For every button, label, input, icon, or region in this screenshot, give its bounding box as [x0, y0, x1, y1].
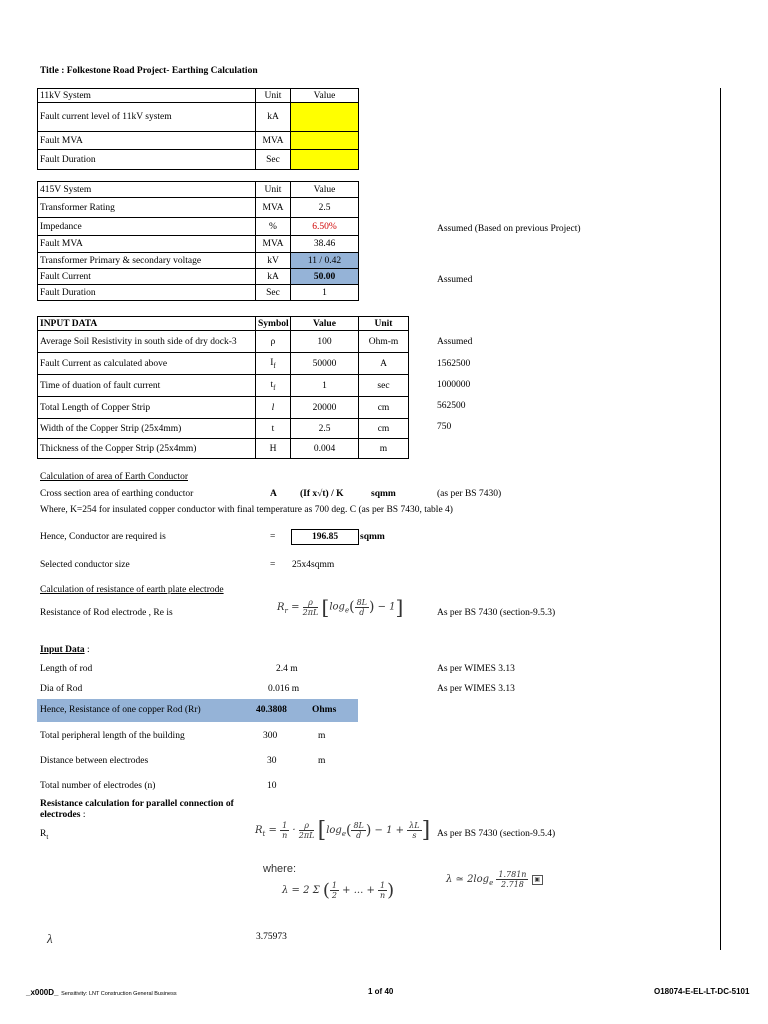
distance-label: Distance between electrodes [40, 756, 149, 766]
perimeter-value: 300 [263, 731, 278, 741]
row-unit: cm [359, 397, 409, 419]
row-unit: % [256, 218, 291, 236]
perimeter-label: Total peripheral length of the building [40, 731, 185, 741]
perimeter-unit: m [318, 731, 326, 741]
row-label: Width of the Copper Strip (25x4mm) [38, 419, 256, 439]
distance-value: 30 [267, 756, 277, 766]
row-unit: sec [359, 375, 409, 397]
rod-length-value: 2.4 m [276, 664, 298, 674]
electrode-count-label: Total number of electrodes (n) [40, 781, 156, 791]
row-label: Impedance [38, 218, 256, 236]
row-unit: MVA [256, 132, 291, 150]
row-label: Transformer Primary & secondary voltage [38, 253, 256, 269]
cross-section-unit: sqmm [371, 489, 396, 499]
rod-resistance-result-label: Hence, Resistance of one copper Rod (Rr) [40, 705, 201, 715]
table-11kv-system [37, 88, 359, 170]
input-note: Assumed [437, 337, 473, 347]
row-value: 50000 [291, 353, 359, 375]
table-header: Symbol [256, 317, 291, 331]
input-note: 1562500 [437, 359, 471, 369]
table-header: Value [291, 182, 359, 198]
k-factor-note: Where, K=254 for insulated copper conductor with final temperature as 700 deg. C (as per BS 7430, table 4) [40, 505, 453, 515]
fault-current-note: Assumed [437, 275, 473, 285]
equation-icon: ▣ [532, 875, 543, 885]
row-symbol: $t_f$ [256, 375, 291, 397]
required-conductor-value: 196.85 [291, 529, 359, 545]
table-header: 11kV System [38, 89, 256, 103]
document-number: O18074-E-EL-LT-DC-5101 [654, 987, 750, 996]
row-value: 2.5 [291, 198, 359, 218]
row-value: 1 [291, 375, 359, 397]
table-header: Unit [359, 317, 409, 331]
table-header: INPUT DATA [38, 317, 256, 331]
input-note: 562500 [437, 401, 466, 411]
input-value-cell[interactable]: 50.00 [291, 269, 359, 285]
row-label: Fault Duration [38, 285, 256, 301]
rod-resistance-label: Resistance of Rod electrode , Re is [40, 608, 173, 618]
rod-length-label: Length of rod [40, 664, 93, 674]
input-value-cell[interactable]: 11 / 0.42 [291, 253, 359, 269]
row-label: Fault Current as calculated above [38, 353, 256, 375]
table-header: Value [291, 89, 359, 103]
required-conductor-label: Hence, Conductor are required is [40, 532, 166, 542]
row-unit: kV [256, 253, 291, 269]
page-number: 1 of 40 [368, 987, 394, 996]
page-right-border [720, 88, 721, 950]
row-unit: A [359, 353, 409, 375]
table-input-data [37, 316, 409, 459]
row-unit: m [359, 439, 409, 459]
electrode-count-value: 10 [267, 781, 277, 791]
input-value-cell[interactable] [291, 132, 359, 150]
input-note: 1000000 [437, 380, 471, 390]
lambda-value: 3.75973 [256, 932, 287, 942]
cross-section-symbol: A [270, 489, 277, 499]
row-label: Transformer Rating [38, 198, 256, 218]
row-label: Total Length of Copper Strip [38, 397, 256, 419]
row-symbol: l [256, 397, 291, 419]
where-label: where: [263, 863, 297, 875]
row-label: Fault Current [38, 269, 256, 285]
rod-resistance-result-value: 40.3808 [256, 705, 287, 715]
row-unit: cm [359, 419, 409, 439]
equals-sign: = [270, 532, 276, 542]
row-label: Fault MVA [38, 132, 256, 150]
parallel-resistance-note: As per BS 7430 (section-9.5.4) [437, 829, 556, 839]
row-label: Thickness of the Copper Strip (25x4mm) [38, 439, 256, 459]
cross-section-note: (as per BS 7430) [437, 489, 502, 499]
required-conductor-unit: sqmm [360, 532, 385, 542]
input-data-heading: Input Data : [40, 645, 90, 655]
input-value-cell[interactable] [291, 103, 359, 132]
input-value-cell[interactable] [291, 150, 359, 170]
rod-dia-value: 0.016 m [268, 684, 300, 694]
row-unit: kA [256, 269, 291, 285]
row-value: 1 [291, 285, 359, 301]
row-value: 2.5 [291, 419, 359, 439]
table-header: 415V System [38, 182, 256, 198]
parallel-resistance-formula: $R_t$ = $\frac{1}{n}$ · $\frac{\rho}{2\pi L}$ [$\log_e$( $\frac{8L}{d}$ ) − 1 + $\frac{\lambda L}{s}$ ] [255, 818, 431, 843]
row-label: Fault Duration [38, 150, 256, 170]
row-label: Fault current level of 11kV system [38, 103, 256, 132]
row-symbol: ρ [256, 331, 291, 353]
row-symbol: t [256, 419, 291, 439]
parallel-heading: Resistance calculation for parallel connection of electrodes : [40, 799, 234, 820]
lambda-symbol: λ [47, 931, 53, 946]
selected-conductor-label: Selected conductor size [40, 560, 130, 570]
distance-unit: m [318, 756, 326, 766]
row-value: 100 [291, 331, 359, 353]
row-value: 38.46 [291, 236, 359, 253]
table-header: Unit [256, 182, 291, 198]
section-heading-area: Calculation of area of Earth Conductor [40, 472, 188, 482]
row-symbol: $I_f$ [256, 353, 291, 375]
impedance-value: 6.50% [291, 218, 359, 236]
equals-sign: = [270, 560, 276, 570]
lambda-sum-formula: λ = 2 Σ ( $\frac{1}{2}$ + ... + $\frac{1}{n}$ ) [282, 880, 395, 901]
rod-resistance-result-row [37, 699, 358, 722]
row-value: 20000 [291, 397, 359, 419]
table-header: Unit [256, 89, 291, 103]
table-header: Value [291, 317, 359, 331]
row-value: 0.004 [291, 439, 359, 459]
cross-section-formula: (If x√t) / K [300, 489, 344, 499]
cross-section-label: Cross section area of earthing conductor [40, 489, 194, 499]
rt-label: $R_t$ [40, 829, 49, 841]
table-415v-system [37, 181, 359, 301]
rod-resistance-formula: $R_r$ = $\frac{\rho}{2\pi L}$ [$\log_e$( $\frac{8L}{d}$ ) − 1] [277, 595, 404, 619]
row-unit: Sec [256, 150, 291, 170]
document-title: Title : Folkestone Road Project- Earthing Calculation [40, 66, 258, 76]
row-symbol: H [256, 439, 291, 459]
row-unit: MVA [256, 198, 291, 218]
impedance-note: Assumed (Based on previous Project) [437, 224, 581, 234]
section-heading-rod: Calculation of resistance of earth plate electrode [40, 585, 224, 595]
lambda-approx-formula: λ ≃ $2\log_e$ $\frac{1.781n}{2.718}$ ▣ [446, 870, 543, 889]
input-note: 750 [437, 422, 452, 432]
row-unit: MVA [256, 236, 291, 253]
row-unit: Ohm-m [359, 331, 409, 353]
row-label: Fault MVA [38, 236, 256, 253]
row-unit: Sec [256, 285, 291, 301]
rod-length-note: As per WIMES 3.13 [437, 664, 515, 674]
rod-dia-note: As per WIMES 3.13 [437, 684, 515, 694]
row-label: Average Soil Resistivity in south side of dry dock-3 [38, 331, 256, 353]
row-unit: kA [256, 103, 291, 132]
footer-left: _x000D_ Sensitivity: LNT Construction General Business [26, 988, 177, 997]
rod-resistance-note: As per BS 7430 (section-9.5.3) [437, 608, 556, 618]
rod-dia-label: Dia of Rod [40, 684, 83, 694]
row-label: Time of duation of fault current [38, 375, 256, 397]
selected-conductor-value: 25x4sqmm [292, 560, 335, 570]
rod-resistance-result-unit: Ohms [312, 705, 337, 715]
